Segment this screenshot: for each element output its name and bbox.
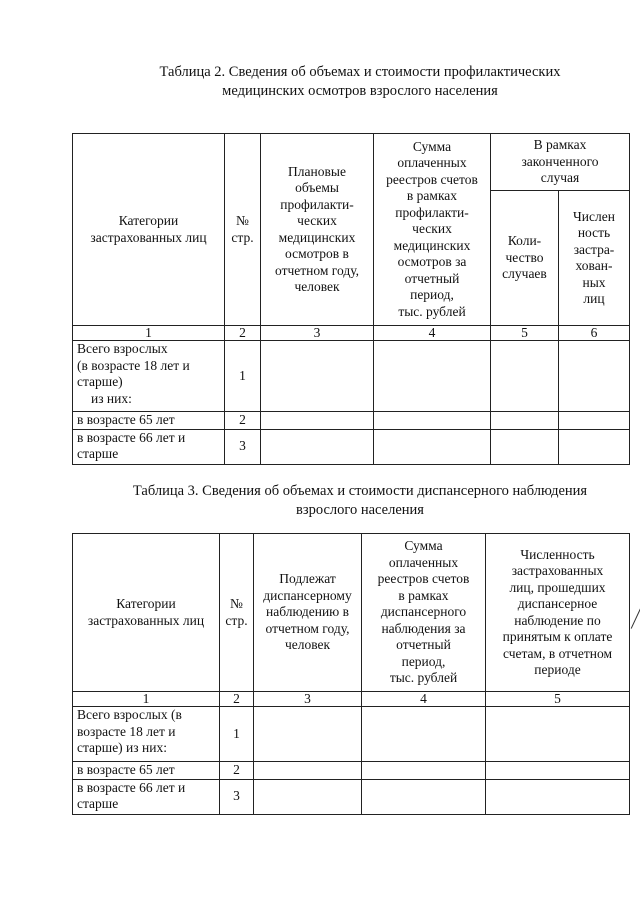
header-category: Категории застрахованных лиц	[73, 534, 220, 692]
caption-line: медицинских осмотров взрослого населения	[222, 83, 498, 99]
empty-cell	[559, 429, 630, 464]
header-completed-case-group: В рамках законченного случая	[491, 134, 630, 191]
row-number: 3	[225, 429, 261, 464]
column-number: 3	[254, 692, 362, 707]
empty-cell	[374, 412, 491, 430]
column-number: 3	[261, 326, 374, 341]
empty-cell	[362, 707, 486, 762]
empty-cell	[261, 341, 374, 412]
row-subheading: из них:	[91, 390, 132, 406]
column-number: 4	[374, 326, 491, 341]
column-number-row	[73, 692, 630, 707]
empty-cell	[362, 779, 486, 814]
row-category: в возрасте 66 лет и старше	[73, 779, 220, 814]
row-category: в возрасте 66 лет и старше	[73, 429, 225, 464]
table3-caption	[90, 482, 630, 520]
column-number: 2	[225, 326, 261, 341]
table2	[72, 133, 630, 465]
empty-cell	[261, 429, 374, 464]
empty-cell	[486, 779, 630, 814]
empty-cell	[261, 412, 374, 430]
row-category: в возрасте 65 лет	[73, 412, 225, 430]
header-paid-sum: Сумма оплаченных реестров счетов в рамках диспансерного наблюдения за отчетный период, тыс. рублей	[362, 534, 486, 692]
header-row-number: № стр.	[220, 534, 254, 692]
header-paid-sum: Сумма оплаченных реестров счетов в рамках профилакти- ческих медицинских осмотров за отчетный период, тыс. рублей	[374, 134, 491, 326]
header-case-count: Коли- чество случаев	[491, 191, 559, 326]
table-row	[73, 779, 630, 814]
header-insured-count: Числен ность застра- хован- ных лиц	[559, 191, 630, 326]
empty-cell	[559, 412, 630, 430]
table2-caption	[90, 63, 630, 101]
column-number: 6	[559, 326, 630, 341]
column-number: 1	[73, 326, 225, 341]
header-category: Категории застрахованных лиц	[73, 134, 225, 326]
empty-cell	[374, 429, 491, 464]
empty-cell	[254, 707, 362, 762]
table-row	[73, 762, 630, 780]
caption-line: Таблица 3. Сведения об объемах и стоимости диспансерного наблюдения	[132, 483, 588, 499]
row-number: 1	[225, 341, 261, 412]
row-number: 2	[220, 762, 254, 780]
column-number-row	[73, 326, 630, 341]
empty-cell	[491, 341, 559, 412]
column-number: 2	[220, 692, 254, 707]
empty-cell	[491, 412, 559, 430]
header-insured-observed: Численность застрахованных лиц, прошедших диспансерное наблюдение по принятым к оплате счетам, в отчетном периоде	[486, 534, 630, 692]
row-category: в возрасте 65 лет	[73, 762, 220, 780]
table3	[72, 533, 630, 815]
table-row	[73, 429, 630, 464]
scan-mark	[631, 601, 640, 629]
header-planned-volume: Плановые объемы профилакти- ческих медицинских осмотров в отчетном году, человек	[261, 134, 374, 326]
row-number: 2	[225, 412, 261, 430]
row-number: 3	[220, 779, 254, 814]
empty-cell	[374, 341, 491, 412]
row-category: Всего взрослых (в возрасте 18 лет и старше) из них:	[73, 341, 225, 412]
caption-line: Таблица 2. Сведения об объемах и стоимости профилактических	[159, 64, 561, 80]
table-row	[73, 412, 630, 430]
row-number: 1	[220, 707, 254, 762]
table-row	[73, 341, 630, 412]
column-number: 4	[362, 692, 486, 707]
row-category: Всего взрослых (в возрасте 18 лет и старше) из них:	[73, 707, 220, 762]
header-row-number: № стр.	[225, 134, 261, 326]
column-number: 5	[491, 326, 559, 341]
column-number: 1	[73, 692, 220, 707]
header-subject-to-observation: Подлежат диспансерному наблюдению в отчетном году, человек	[254, 534, 362, 692]
empty-cell	[254, 762, 362, 780]
empty-cell	[362, 762, 486, 780]
caption-line: взрослого населения	[296, 502, 424, 518]
column-number: 5	[486, 692, 630, 707]
empty-cell	[486, 707, 630, 762]
empty-cell	[491, 429, 559, 464]
empty-cell	[559, 341, 630, 412]
empty-cell	[254, 779, 362, 814]
table-row	[73, 707, 630, 762]
empty-cell	[486, 762, 630, 780]
